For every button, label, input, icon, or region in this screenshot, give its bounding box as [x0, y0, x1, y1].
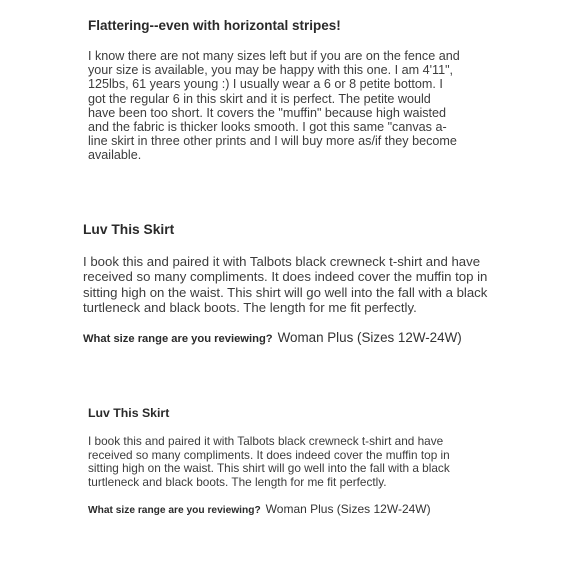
review-title: Luv This Skirt	[83, 222, 175, 237]
size-range-row	[88, 500, 488, 518]
size-range-answer: Woman Plus (Sizes 12W-24W)	[277, 329, 462, 345]
size-range-answer: Woman Plus (Sizes 12W-24W)	[265, 502, 431, 516]
review-body: I know there are not many sizes left but if you are on the fence and your size is available, you may be happy with this one. I am 4'11", 125lbs, 61 years young :) I usually wear a 6 or 8 petite bottom. I got the regular 6 in this skirt and it is perfect. The petite would have been too short. It covers the "muffin" because high waisted and the fabric is thicker looks smooth. I got this same "canvas a-line skirt in three other prints and I will buy more as/if they become available.	[88, 49, 460, 163]
review-card	[88, 406, 488, 518]
review-body: I book this and paired it with Talbots black crewneck t-shirt and have received so many compliments. It does indeed cover the muffin top in sitting high on the waist. This shirt will go well into the fall with a black turtleneck and black boots. The length for me fit perfectly.	[88, 434, 450, 489]
size-range-row	[83, 329, 523, 347]
review-title: Flattering--even with horizontal stripes!	[88, 18, 341, 33]
review-card	[83, 222, 523, 347]
size-range-question: What size range are you reviewing?	[83, 332, 273, 345]
review-card	[88, 18, 488, 163]
review-body: I book this and paired it with Talbots black crewneck t-shirt and have received so many compliments. It does indeed cover the muffin top in sitting high on the waist. This shirt will go well into the fall with a black turtleneck and black boots. The length for me fit perfectly.	[83, 254, 488, 316]
review-title: Luv This Skirt	[88, 406, 170, 420]
size-range-question: What size range are you reviewing?	[88, 505, 261, 516]
